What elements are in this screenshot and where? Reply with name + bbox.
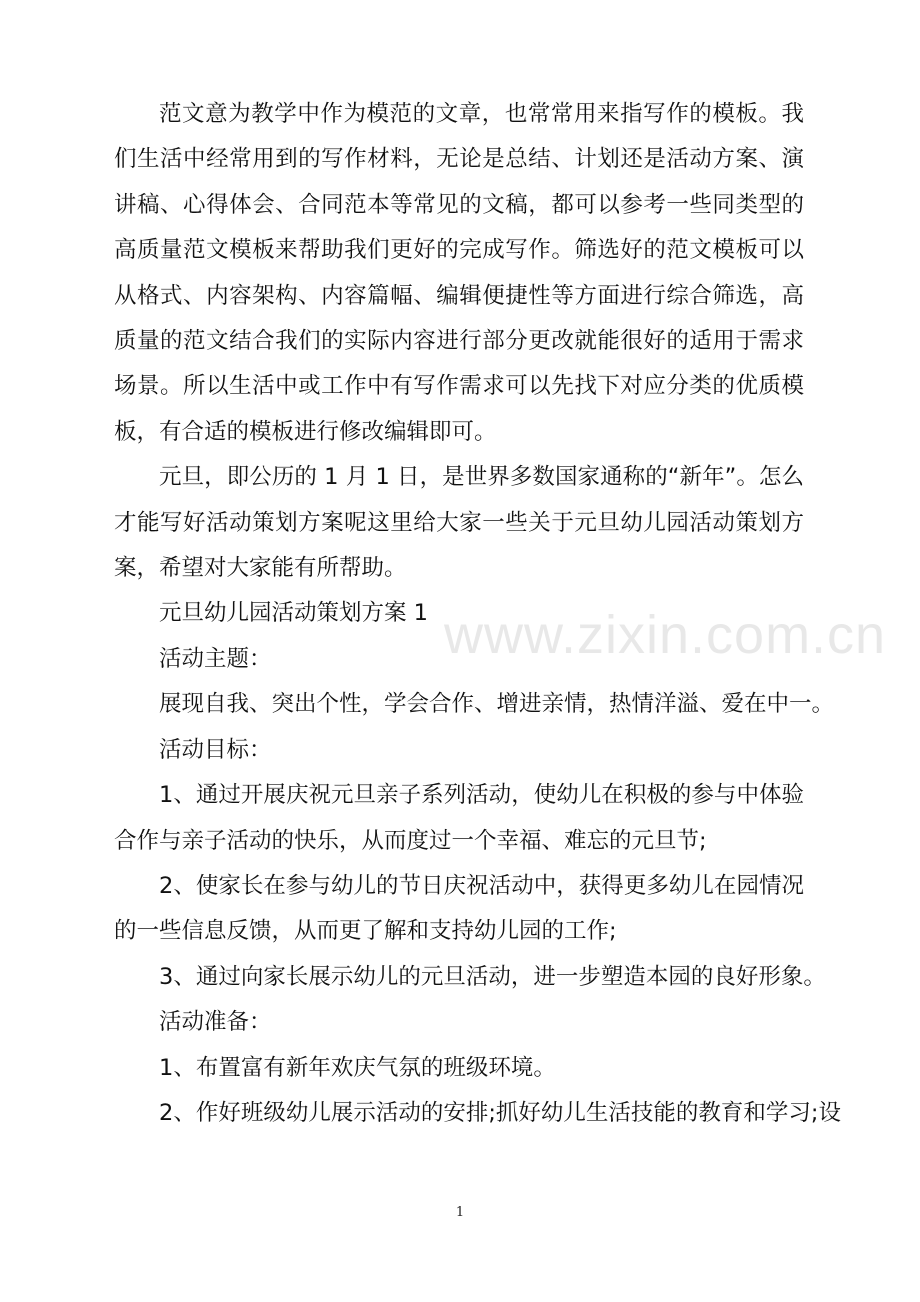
- prep-item-1: 1、布置富有新年欢庆气氛的班级环境。: [159, 1054, 556, 1081]
- theme-text: 展现自我、突出个性，学会合作、增进亲情，热情洋溢、爱在中一。: [159, 691, 835, 718]
- prep-heading: 活动准备：: [159, 1009, 272, 1036]
- prep-item-2: 2、作好班级幼儿展示活动的安排;抓好幼儿生活技能的教育和学习;设: [159, 1099, 841, 1126]
- goals-heading: 活动目标：: [159, 736, 272, 763]
- paragraph-new-year: 元旦，即公历的 1 月 1 日，是世界多数国家通称的“新年”。怎么才能写好活动策划方案呢这里给大家一些关于元旦幼儿园活动策划方案，希望对大家能有所帮助。: [114, 464, 804, 582]
- page-number: 1: [455, 1205, 465, 1220]
- plan-title: 元旦幼儿园活动策划方案 1: [159, 600, 428, 627]
- goal-item-2: 2、使家长在参与幼儿的节日庆祝活动中，获得更多幼儿在园情况的一些信息反馈，从而更了解和支持幼儿园的工作;: [114, 872, 804, 945]
- goal-item-1: 1、通过开展庆祝元旦亲子系列活动，使幼儿在积极的参与中体验合作与亲子活动的快乐，从而度过一个幸福、难忘的元旦节;: [114, 782, 804, 854]
- watermark: www.zixin.com.cn: [444, 605, 887, 665]
- goal-item-3: 3、通过向家长展示幼儿的元旦活动，进一步塑造本园的良好形象。: [159, 963, 826, 990]
- paragraph-intro: 范文意为教学中作为模范的文章，也常常用来指写作的模板。我们生活中经常用到的写作材料，无论是总结、计划还是活动方案、演讲稿、心得体会、合同范本等常见的文稿，都可以参考一些同类型的高质量范文模板来帮助我们更好的完成写作。筛选好的范文模板可以从格式、内容架构、内容篇幅、编辑便捷性等方面进行综合筛选，高质量的范文结合我们的实际内容进行部分更改就能很好的适用于需求场景。所以生活中或工作中有写作需求可以先找下对应分类的优质模板，有合适的模板进行修改编辑即可。: [114, 101, 804, 445]
- theme-heading: 活动主题：: [159, 645, 272, 672]
